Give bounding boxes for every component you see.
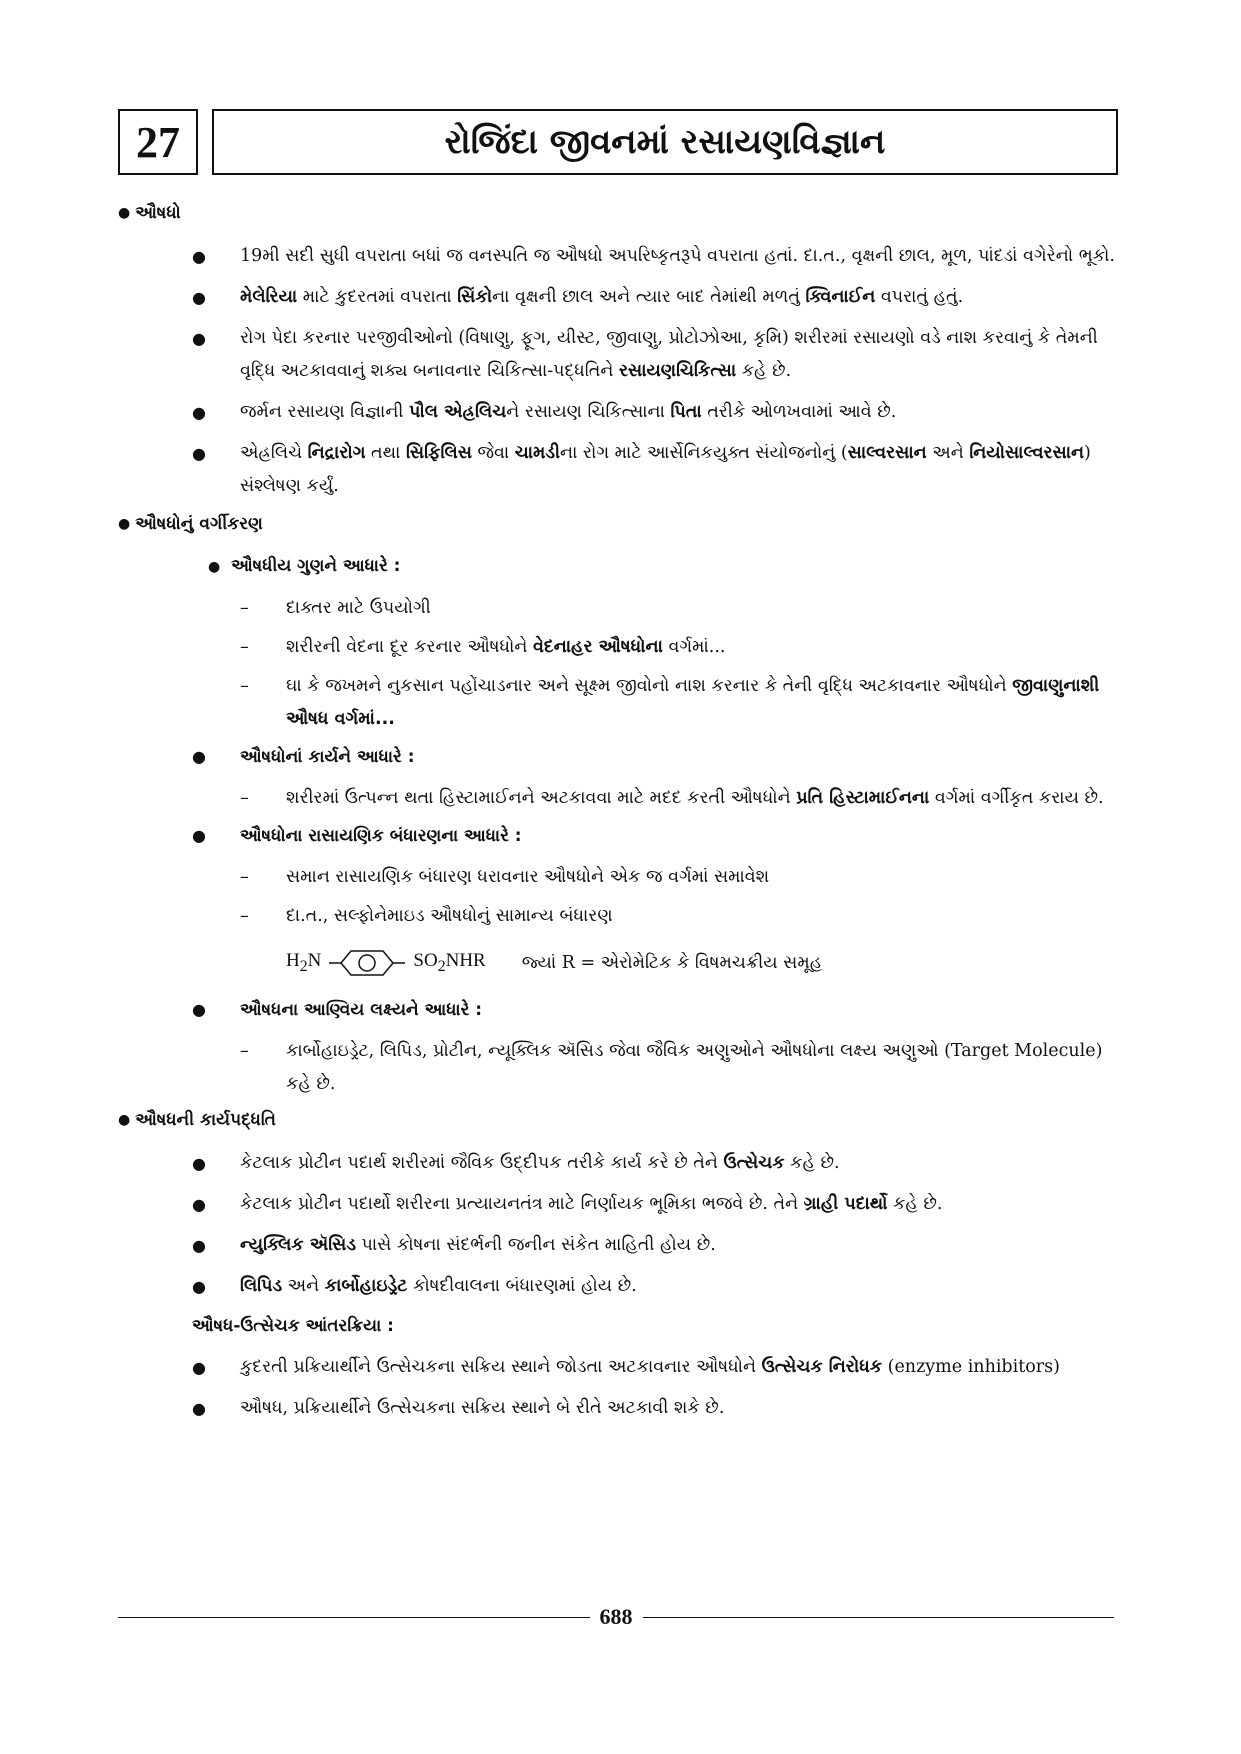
footer-rule [643,1617,1115,1618]
list-item: ● જર્મન રસાયણ વિજ્ઞાની પૌલ એહ્રલિચને રસાયણ ચિકિત્સાના પિતા તરીકે ઓળખવામાં આવે છે. [118,396,1118,429]
subheading: ● ઔષધના આણ્વિય લક્ષ્યને આધારે : [118,995,1118,1025]
subheading: ● ઔષધીય ગુણને આધારે : [208,556,401,576]
sulfonamide-formula [118,939,1118,987]
list-item: ● કુદરતી પ્રક્રિયાર્થીને ઉત્સેચકના સક્રિય સ્થાને જોડતા અટકાવનાર ઔષધોને ઉત્સેચક નિરોધક (enzyme inhibitors) [118,1351,1118,1384]
list-item: ● મેલેરિયા માટે કુદરતમાં વપરાતા સિંકોના વૃક્ષની છાલ અને ત્યાર બાદ તેમાંથી મળતું ક્વિનાઈન વપરાતું હતું. [118,281,1118,314]
dash-item: – દાક્તર માટે ઉપયોગી [118,592,1118,625]
subheading: ● ઔષધોના રાસાયણિક બંધારણના આધારે : [118,821,1118,851]
list-item: ● 19મી સદી સુધી વપરાતા બધાં જ વનસ્પતિ જ ઔષધો અપરિષ્કૃતરૂપે વપરાતા હતાં. દા.ત., વૃક્ષની છાલ, મૂળ, પાંદડાં વગેરેનો ભૂકો. [118,240,1118,273]
list-item: ● કેટલાક પ્રોટીન પદાર્થ શરીરમાં જૈવિક ઉદ્દીપક તરીકે કાર્ય કરે છે તેને ઉત્સેચક કહે છે. [118,1147,1118,1180]
dash-item: – કાર્બોહાઇડ્રેટ, લિપિડ, પ્રોટીન, ન્યૂક્લિક ઍસિડ જેવા જૈવિક અણુઓને ઔષધોના લક્ષ્ય અણુઓ (Target Molecule) કહે છે. [118,1035,1118,1101]
subheading: ઔષધ-ઉત્સેચક આંતરક્રિયા : [192,1316,394,1336]
bullet-icon: ● [118,1112,131,1128]
dash-item: – દા.ત., સલ્ફોનેમાઇડ ઔષધોનું સામાન્ય બંધારણ [118,900,1118,933]
dash-item: – ઘા કે જખમને નુકસાન પહોંચાડનાર અને સૂક્ષ્મ જીવોનો નાશ કરનાર કે તેની વૃદ્ધિ અટકાવનાર ઔષધોને જીવાણુનાશી ઔષધ વર્ગમાં... [118,670,1118,736]
bullet-icon: ● [192,1000,206,1019]
benzene-ring-icon [329,948,405,978]
section-heading-drugs: ● ઔષધો [118,203,181,223]
dash-icon: – [240,906,249,926]
section-heading-classification: ● ઔષધોનું વર્ગીકરણ [118,514,263,534]
bullet-icon: ● [118,205,131,221]
bullet-icon: ● [192,1154,206,1173]
dash-icon: – [240,676,249,696]
list-item: ● ન્યુક્લિક ઍસિડ પાસે કોષના સંદર્ભની જનીન સંકેત માહિતી હોય છે. [118,1229,1118,1262]
chapter-title: રોજિંદા જીવનમાં રસાયણવિજ્ઞાન [212,109,1118,175]
page-content [118,200,1118,1433]
bullet-icon: ● [192,826,206,845]
list-item: ● રોગ પેદા કરનાર પરજીવીઓનો (વિષાણુ, ફૂગ, યીસ્ટ, જીવાણુ, પ્રોટોઝોઆ, કૃમિ) શરીરમાં રસાયણો વડે નાશ કરવાનું કે તેમની વૃદ્ધિ અટકાવવાનું શક્ય બનાવનાર ચિકિત્સા-પદ્ધતિને રસાયણચિકિત્સા કહે છે. [118,322,1118,388]
bullet-icon: ● [192,747,206,766]
section-heading-mechanism: ● ઔષધની કાર્યપદ્ધતિ [118,1110,276,1130]
dash-item: – સમાન રાસાયણિક બંધારણ ધરાવનાર ઔષધોને એક જ વર્ગમાં સમાવેશ [118,861,1118,894]
dash-item: – શરીરમાં ઉત્પન્ન થતા હિસ્ટામાઈનને અટકાવવા માટે મદદ કરતી ઔષધોને પ્રતિ હિસ્ટામાઈનના વર્ગમાં વર્ગીકૃત કરાય છે. [118,782,1118,815]
formula-left-group: $H_2N$ [286,950,322,975]
dash-icon: – [240,1041,249,1061]
bullet-icon: ● [192,403,206,422]
list-item: ● ઔષધ, પ્રક્રિયાર્થીને ઉત્સેચકના સક્રિય સ્થાને બે રીતે અટકાવી શકે છે. [118,1392,1118,1425]
bullet-icon: ● [118,516,131,532]
page-number: 688 [599,1604,633,1629]
bullet-icon: ● [192,1277,206,1296]
bullet-icon: ● [192,1236,206,1255]
chapter-number: 27 [118,109,198,175]
list-item: ● લિપિડ અને કાર્બોહાઇડ્રેટ કોષદીવાલના બંધારણમાં હોય છે. [118,1270,1118,1303]
bullet-icon: ● [192,444,206,463]
bullet-icon: ● [208,559,221,575]
formula-note: જ્યાં R = એરોમેટિક કે વિષમચક્રીય સમૂહ [521,953,823,973]
bullet-icon: ● [192,1358,206,1377]
bullet-icon: ● [192,247,206,266]
subheading: ● ઔષધોનાં કાર્યને આધારે : [118,742,1118,772]
footer-rule [118,1617,590,1618]
dash-icon: – [240,598,249,618]
list-item: ● એહ્રલિચે નિદ્રારોગ તથા સિફિલિસ જેવા ચામડીના રોગ માટે આર્સેનિકયુક્ત સંયોજનોનું (સાલ્વરસાન અને નિયોસાલ્વરસાન) સંશ્લેષણ કર્યું. [118,437,1118,503]
page-footer [118,1602,1114,1632]
list-item: ● કેટલાક પ્રોટીન પદાર્થો શરીરના પ્રત્યાયનતંત્ર માટે નિર્ણાયક ભૂમિકા ભજવે છે. તેને ગ્રાહી પદાર્થો કહે છે. [118,1188,1118,1221]
dash-icon: – [240,637,249,657]
bullet-icon: ● [192,329,206,348]
bullet-icon: ● [192,288,206,307]
bullet-icon: ● [192,1399,206,1418]
dash-icon: – [240,867,249,887]
dash-item: – શરીરની વેદના દૂર કરનાર ઔષધોને વેદનાહર ઔષધોના વર્ગમાં... [118,631,1118,664]
formula-right-group: $SO_2NHR$ [413,950,486,975]
bullet-icon: ● [192,1195,206,1214]
dash-icon: – [240,788,249,808]
